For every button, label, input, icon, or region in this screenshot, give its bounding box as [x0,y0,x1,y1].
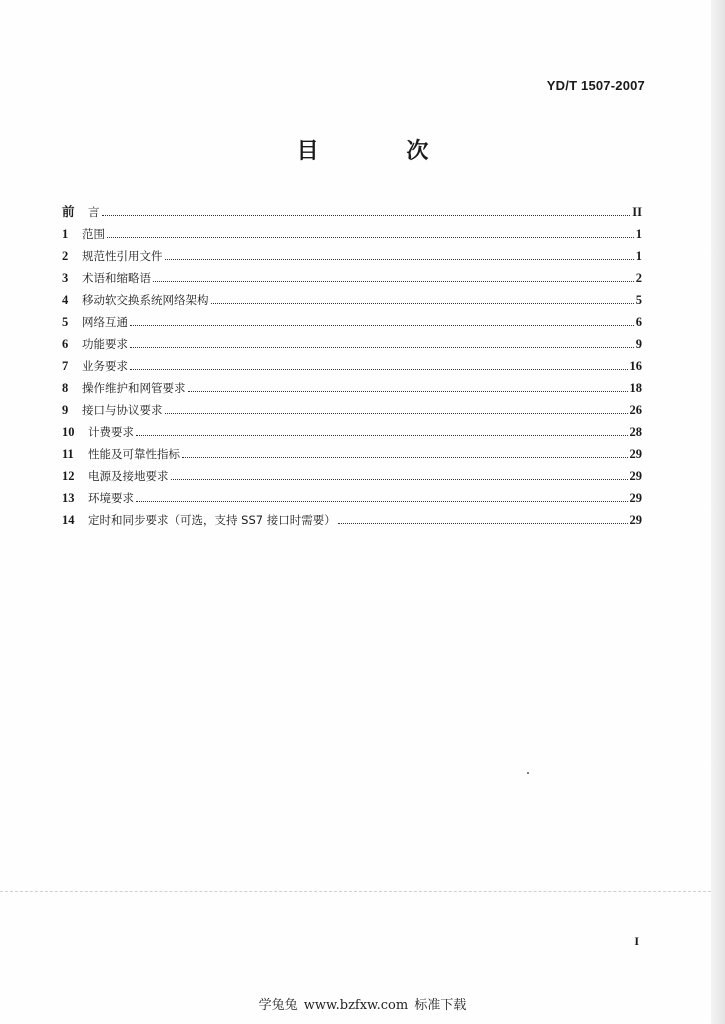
toc-entry-page: 6 [635,315,642,329]
toc-entry[interactable] [62,264,642,286]
toc-entry-page: 29 [629,491,642,505]
table-of-contents [62,198,642,528]
toc-entry-number: 10 [62,425,75,439]
toc-entry-number: 11 [62,447,74,461]
toc-entry-number: 3 [62,271,69,285]
toc-entry-title: 性能及可靠性指标 [88,447,180,461]
toc-dot-leader [338,522,628,524]
toc-entry[interactable] [62,374,642,396]
toc-entry-page: 29 [629,469,642,483]
toc-entry-page: 9 [635,337,642,351]
toc-entry[interactable] [62,418,642,440]
toc-dot-leader [188,390,628,392]
toc-dot-leader [182,456,628,458]
toc-entry-title: 操作维护和网管要求 [82,381,186,395]
toc-entry-number: 7 [62,359,69,373]
toc-entry[interactable] [62,462,642,484]
toc-dot-leader [136,500,628,502]
toc-entry-title: 计费要求 [88,425,134,439]
toc-entry-title: 功能要求 [82,337,128,351]
toc-entry-number: 1 [62,227,69,241]
scan-speck [527,772,529,774]
toc-entry-page: 1 [635,249,642,263]
toc-dot-leader [171,478,628,480]
toc-entry-page: 28 [629,425,642,439]
toc-entry-number: 4 [62,293,69,307]
toc-dot-leader [153,280,634,282]
scan-fold-line [0,891,711,892]
toc-entry-number: 13 [62,491,75,505]
toc-entry-page: 29 [629,513,642,527]
toc-entry-number: 前 [62,205,75,219]
page-number: I [634,934,639,948]
toc-entry[interactable] [62,330,642,352]
toc-dot-leader [165,258,634,260]
toc-dot-leader [102,214,631,216]
toc-entry-page: 18 [629,381,642,395]
footer-watermark: 学兔兔 www.bzfxw.com 标准下载 [258,998,467,1013]
toc-entry-page: 29 [629,447,642,461]
toc-entry-title: 接口与协议要求 [82,403,163,417]
toc-entry-number: 9 [62,403,69,417]
toc-entry[interactable] [62,396,642,418]
toc-entry-number: 6 [62,337,69,351]
toc-entry-title: 移动软交换系统网络架构 [82,293,209,307]
toc-entry[interactable] [62,484,642,506]
toc-dot-leader [165,412,628,414]
toc-entry[interactable] [62,440,642,462]
toc-entry[interactable] [62,220,642,242]
page-title: 目 次 [296,139,469,164]
toc-entry-title: 网络互通 [82,315,128,329]
toc-entry[interactable] [62,506,642,528]
toc-dot-leader [130,324,634,326]
toc-entry-page: II [632,205,642,219]
toc-dot-leader [107,236,634,238]
toc-entry-title: 术语和缩略语 [82,271,151,285]
toc-entry-page: 2 [635,271,642,285]
toc-entry-title: 规范性引用文件 [82,249,163,263]
toc-dot-leader [211,302,634,304]
toc-entry-number: 8 [62,381,69,395]
toc-entry-number: 12 [62,469,75,483]
toc-entry-title: 环境要求 [88,491,134,505]
toc-entry-page: 5 [635,293,642,307]
toc-dot-leader [130,346,634,348]
toc-entry-title: 定时和同步要求（可选，支持 SS7 接口时需要） [88,513,336,527]
toc-entry[interactable] [62,286,642,308]
toc-entry-page: 1 [635,227,642,241]
toc-entry-title: 范围 [82,227,105,241]
toc-entry[interactable] [62,242,642,264]
toc-entry-title: 言 [88,205,100,219]
toc-entry-page: 26 [629,403,642,417]
toc-entry[interactable] [62,352,642,374]
toc-entry[interactable] [62,308,642,330]
toc-entry-title: 业务要求 [82,359,128,373]
toc-entry-number: 2 [62,249,69,263]
toc-entry-title: 电源及接地要求 [88,469,169,483]
toc-entry-foreword[interactable] [62,198,642,220]
toc-entry-number: 5 [62,315,69,329]
toc-dot-leader [130,368,628,370]
toc-entry-number: 14 [62,513,75,527]
toc-entry-page: 16 [629,359,642,373]
toc-dot-leader [136,434,628,436]
document-code: YD/T 1507-2007 [546,78,645,93]
